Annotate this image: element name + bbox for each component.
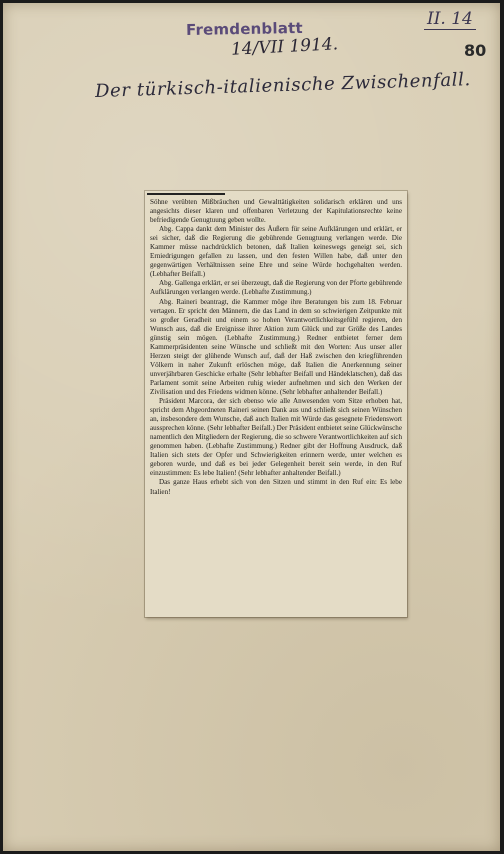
article-paragraph: Söhne verübten Mißbräuchen und Gewalttätigkeiten solidarisch erklären und uns angesichts dieser klaren und offenbaren Verletzung der Kapitulationsrechte keine befriedigende Genugtuung geben wollte. [150,198,402,225]
archive-page [3,3,500,851]
handwritten-title: Der türkisch-italienische Zwischenfall. [94,69,472,102]
folio-mark: II. 14 [424,9,476,30]
newspaper-clipping [145,191,407,617]
article-paragraph: Das ganze Haus erhebt sich von den Sitzen und stimmt in den Ruf ein: Es lebe Italien! [150,478,402,496]
article-paragraph: Präsident Marcora, der sich ebenso wie alle Anwesenden vom Sitze erhoben hat, spricht dem Abgeordneten Raineri seinen Dank aus und schließt sich seinen Wünschen an, insbesondere dem Wunsche, daß auch Italien mit Würde das gesegnete Friedenswort aussprechen könne. (Sehr lebhafter Beifall.) Der Präsident entbietet seine Glückwünsche namentlich den Mitgliedern der Regierung, die so schwere Verantwortlichkeiten auf sich genommen haben. (Lebhafte Zustimmung.) Redner gibt der Hoffnung Ausdruck, daß Italien sich stets der Opfer und Schwierigkeiten erinnern werde, unter welchen es geboren wurde, und daß es bei jeder Gelegenheit bereit sein werde, in den Ruf einzustimmen: Es lebe Italien! (Sehr lebhafter anhaltender Beifall.) [150,397,402,478]
article-paragraph: Abg. Cappa dankt dem Minister des Äußern für seine Aufklärungen und erklärt, er sei sicher, daß die Regierung die gebührende Genugtuung verlangen werde. Die Kammer müsse nachdrücklich betonen, daß Italien keineswegs geneigt sei, sich Erniedrigungen gefallen zu lassen, und den festen Willen habe, daß unter den gegenwärtigen Verhältnissen seine Ehre und seine Würde hochgehalten werden. (Lebhafter Beifall.) [150,225,402,279]
newspaper-stamp: Fremdenblatt [185,18,303,40]
stamp-date: 14/VII 1914. [230,34,339,60]
page-number: 80 [464,41,487,60]
article-paragraph: Abg. Raineri beantragt, die Kammer möge ihre Beratungen bis zum 18. Februar vertagen. Er spricht den Männern, die das Land in dem so schwierigen Zeitpunkte mit so großer Geradheit und einem so hohen Verantwortlichkeitsgefühl regieren, den Wunsch aus, daß die Ereignisse ihrer Aktion zum Glück und zur Größe des Landes günstig sein mögen. (Lebhafte Zustimmung.) Redner entbietet ferner dem Kammerpräsidenten seine Wünsche und schließt mit den Worten: Aus unser aller Herzen steigt der glühende Wunsch auf, daß der Haß zwischen den kriegführenden Völkern in naher Zukunft erlöschen möge, daß Italien die Anerkennung seiner unverjährbaren Geschicke erhalte (Sehr lebhafter Beifall und Händeklatschen), daß das Parlament somit seine Arbeiten ruhig wieder aufnehmen und sich den Werken der Zivilisation und des Friedens widmen könne. (Sehr lebhafter anhaltender Beifall.) [150,297,402,396]
article-body [150,198,402,497]
article-paragraph: Abg. Gallenga erklärt, er sei überzeugt, daß die Regierung von der Pforte gebührende Aufklärungen verlangen werde. (Lebhafte Zustimmung.) [150,279,402,297]
clipping-cut-line [147,193,225,195]
